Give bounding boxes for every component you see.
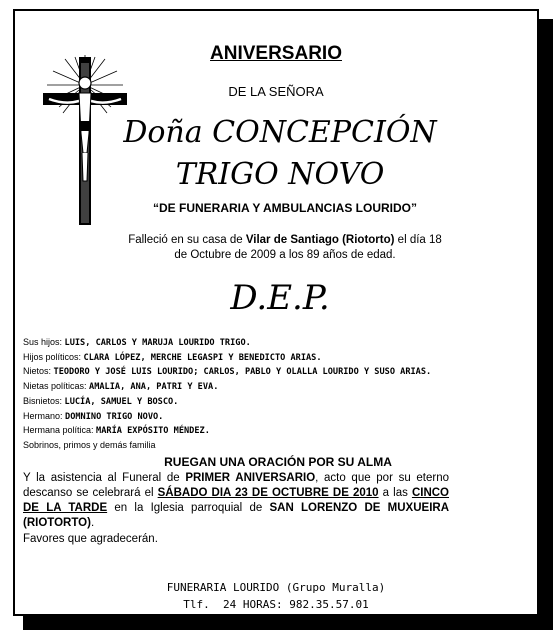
church-name: SAN LORENZO DE MUXUEIRA (RIOTORTO) — [23, 502, 450, 529]
deceased-name-line1: Doña CONCEPCIÓN — [123, 115, 437, 150]
family-line: Hermano: DOMNINO TRIGO NOVO. — [23, 410, 164, 422]
deceased-name-line2: TRIGO NOVO — [175, 157, 385, 192]
notice-subtitle: DE LA SEÑORA — [228, 84, 324, 99]
family-line: Hijos políticos: CLARA LÓPEZ, MERCHE LEGASPI Y BENEDICTO ARIAS. — [23, 351, 322, 363]
death-place: Vilar de Santiago (Riotorto) — [245, 234, 395, 246]
notice-title: ANIVERSARIO — [210, 43, 342, 64]
death-notice: Falleció en su casa de Vilar de Santiago (Riotorto) el día 18 de Octubre de 2009 a los 89 años de edad. — [128, 234, 442, 261]
funeral-time: CINCO DE LA TARDE — [23, 487, 449, 514]
funeral-date: SÁBADO DIA 23 DE OCTUBRE DE 2010 — [157, 487, 379, 499]
family-line: Sobrinos, primos y demás familia — [23, 439, 156, 450]
thanks-line: Favores que agradecerán. — [23, 533, 158, 545]
phone-line: Tlf. 24 HORAS: 982.35.57.01 — [183, 598, 369, 611]
obituary-card — [13, 9, 539, 616]
family-line: Nietos: TEODORO Y JOSÉ LUIS LOURIDO; CARLOS, PABLO Y OLALLA LOURIDO Y SUSO ARIAS. — [23, 366, 432, 378]
company-quote: “DE FUNERARIA Y AMBULANCIAS LOURIDO” — [152, 201, 417, 215]
family-list — [23, 336, 533, 454]
family-line: Sus hijos: LUIS, CARLOS Y MARUJA LOURIDO TRIGO. — [23, 337, 251, 348]
funeral-invitation: Y la asistencia al Funeral de PRIMER ANIVERSARIO, acto que por su eterno descanso se celebrará el SÁBADO DIA 23 DE OCTUBRE DE 2010 a las CINCO DE LA TARDE en la Iglesia parroquial de SAN LORENZO DE MUXUEIRA (RIOTORTO). — [23, 472, 450, 529]
family-line: Nietas políticas: AMALIA, ANA, PATRI Y EVA. — [23, 381, 219, 393]
family-line: Bisnietos: LUCÍA, SAMUEL Y BOSCO. — [23, 395, 179, 407]
prayer-heading: RUEGAN UNA ORACIÓN POR SU ALMA — [164, 455, 392, 469]
funeral-home: FUNERARIA LOURIDO (Grupo Muralla) — [166, 581, 386, 594]
family-line: Hermana política: MARÍA EXPÓSITO MÉNDEZ. — [23, 425, 210, 437]
dep-heading: D.E.P. — [230, 278, 330, 318]
